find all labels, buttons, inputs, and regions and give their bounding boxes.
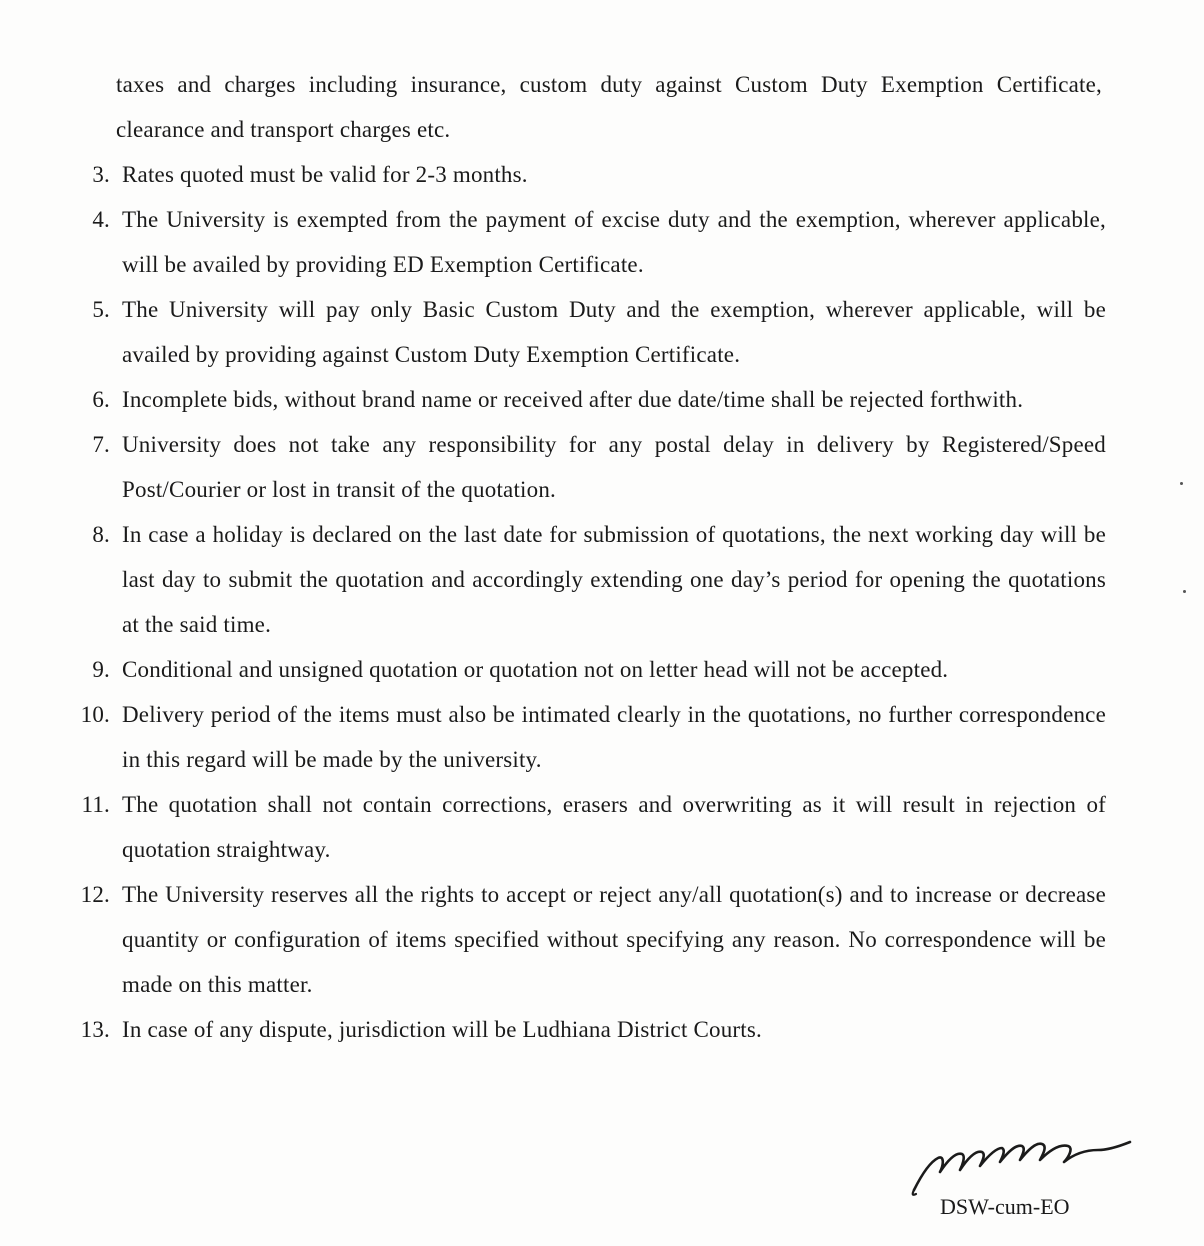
item-text: Conditional and unsigned quotation or quotation not on letter head will not be accepted. <box>122 657 949 682</box>
list-item <box>60 422 1106 512</box>
item-number: 11. <box>81 792 110 817</box>
item-number: 13. <box>80 1017 110 1042</box>
item-number: 10. <box>80 702 110 727</box>
item-text: The quotation shall not contain corrections, erasers and overwriting as it will result in rejection of quotation straightway. <box>122 792 1106 862</box>
list-item <box>60 377 1106 422</box>
scan-speck <box>1180 482 1183 485</box>
continued-paragraph: taxes and charges including insurance, custom duty against Custom Duty Exemption Certificate, clearance and transport charges etc. <box>116 72 1102 142</box>
list-item <box>60 152 1106 197</box>
item-number: 4. <box>92 207 110 232</box>
item-text: The University reserves all the rights to accept or reject any/all quotation(s) and to increase or decrease quantity or configuration of items specified without specifying any reason. No correspondence will be made on this matter. <box>122 882 1106 997</box>
item-text: In case a holiday is declared on the last date for submission of quotations, the next working day will be last day to submit the quotation and accordingly extending one day’s period for opening the quotations at the said time. <box>122 522 1106 637</box>
list-item <box>60 287 1106 377</box>
item-number: 6. <box>92 387 110 412</box>
item-number: 9. <box>92 657 110 682</box>
item-number: 3. <box>92 162 110 187</box>
item-number: 8. <box>92 522 110 547</box>
item-text: Incomplete bids, without brand name or received after due date/time shall be rejected forthwith. <box>122 387 1024 412</box>
scan-speck <box>1183 590 1186 593</box>
list-item <box>60 782 1106 872</box>
handwritten-signature <box>908 1128 1138 1198</box>
signatory-designation: DSW-cum-EO <box>940 1194 1070 1219</box>
item-text: The University will pay only Basic Custom Duty and the exemption, wherever applicable, will be availed by providing against Custom Duty Exemption Certificate. <box>122 297 1106 367</box>
list-item <box>60 512 1106 647</box>
list-item <box>60 1007 1106 1052</box>
item-text: University does not take any responsibility for any postal delay in delivery by Registered/Speed Post/Courier or lost in transit of the quotation. <box>122 432 1106 502</box>
item-text: The University is exempted from the payment of excise duty and the exemption, wherever applicable, will be availed by providing ED Exemption Certificate. <box>122 207 1106 277</box>
item-text: Delivery period of the items must also be intimated clearly in the quotations, no further correspondence in this regard will be made by the university. <box>122 702 1106 772</box>
terms-list <box>60 152 1106 1052</box>
item-number: 7. <box>92 432 110 457</box>
item-text: In case of any dispute, jurisdiction will be Ludhiana District Courts. <box>122 1017 762 1042</box>
list-item <box>60 872 1106 1007</box>
list-item <box>60 692 1106 782</box>
item-number: 12. <box>80 882 110 907</box>
item-number: 5. <box>92 297 110 322</box>
item-text: Rates quoted must be valid for 2-3 months. <box>122 162 528 187</box>
list-item <box>60 197 1106 287</box>
list-item <box>60 647 1106 692</box>
